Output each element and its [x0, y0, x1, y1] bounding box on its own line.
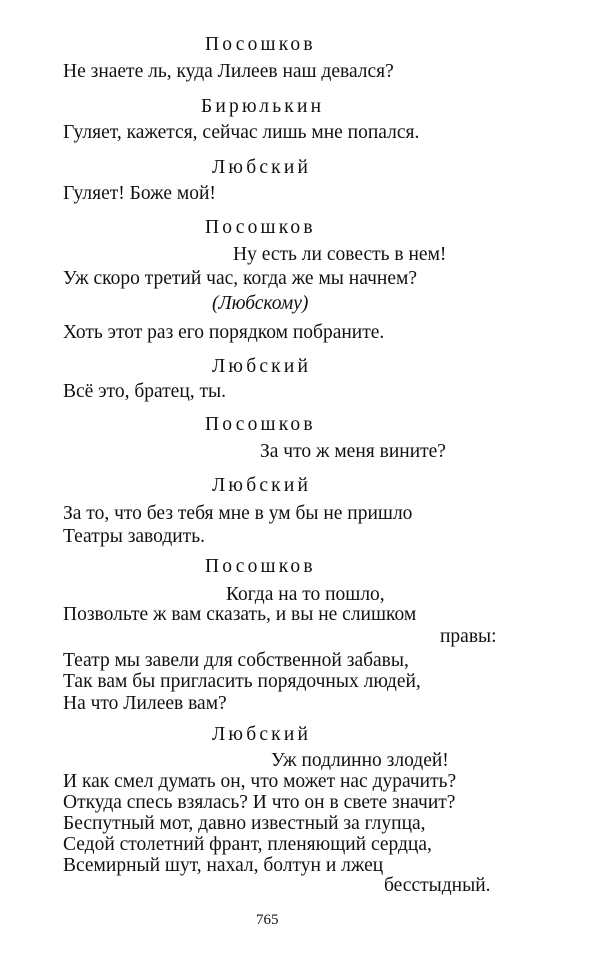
verse-line: Не знаете ль, куда Лилеев наш девался?: [63, 61, 394, 82]
verse-line: Гуляет, кажется, сейчас лишь мне попался.: [63, 122, 420, 143]
verse-line: Гуляет! Боже мой!: [63, 183, 216, 204]
verse-line: И как смел думать он, что может нас дурачить?: [63, 771, 457, 792]
verse-line: Седой столетний франт, пленяющий сердца,: [63, 834, 432, 855]
verse-line: На что Лилеев вам?: [63, 693, 227, 714]
verse-line: Всемирный шут, нахал, болтун и лжец: [63, 855, 384, 876]
verse-line: бесстыдный.: [384, 875, 491, 896]
speaker-name: Посошков: [205, 556, 316, 577]
speaker-name: Бирюлькин: [201, 96, 325, 117]
verse-line: Уж скоро третий час, когда же мы начнем?: [63, 268, 417, 289]
speaker-name: Любский: [212, 724, 312, 745]
verse-line: Всё это, братец, ты.: [63, 381, 227, 402]
verse-line: Когда на то пошло,: [226, 584, 385, 605]
verse-line: правы:: [440, 626, 497, 647]
verse-line: Хоть этот раз его порядком побраните.: [63, 322, 385, 343]
page-number: 765: [256, 912, 279, 928]
verse-line: Откуда спесь взялась? И что он в свете значит?: [63, 792, 456, 813]
verse-line: Беспутный мот, давно известный за глупца,: [63, 813, 426, 834]
stage-direction: (Любскому): [212, 293, 309, 314]
speaker-name: Любский: [212, 356, 312, 377]
speaker-name: Посошков: [205, 217, 316, 238]
speaker-name: Любский: [212, 157, 312, 178]
verse-line: Ну есть ли совесть в нем!: [233, 244, 447, 265]
verse-line: Театры заводить.: [63, 526, 205, 547]
speaker-name: Посошков: [205, 414, 316, 435]
verse-line: За то, что без тебя мне в ум бы не пришло: [63, 503, 413, 524]
verse-line: Театр мы завели для собственной забавы,: [63, 650, 409, 671]
verse-line: Так вам бы пригласить порядочных людей,: [63, 671, 421, 692]
verse-line: Позвольте ж вам сказать, и вы не слишком: [63, 604, 417, 625]
verse-line: За что ж меня вините?: [260, 441, 446, 462]
speaker-name: Посошков: [205, 34, 316, 55]
verse-line: Уж подлинно злодей!: [271, 750, 449, 771]
speaker-name: Любский: [212, 475, 312, 496]
